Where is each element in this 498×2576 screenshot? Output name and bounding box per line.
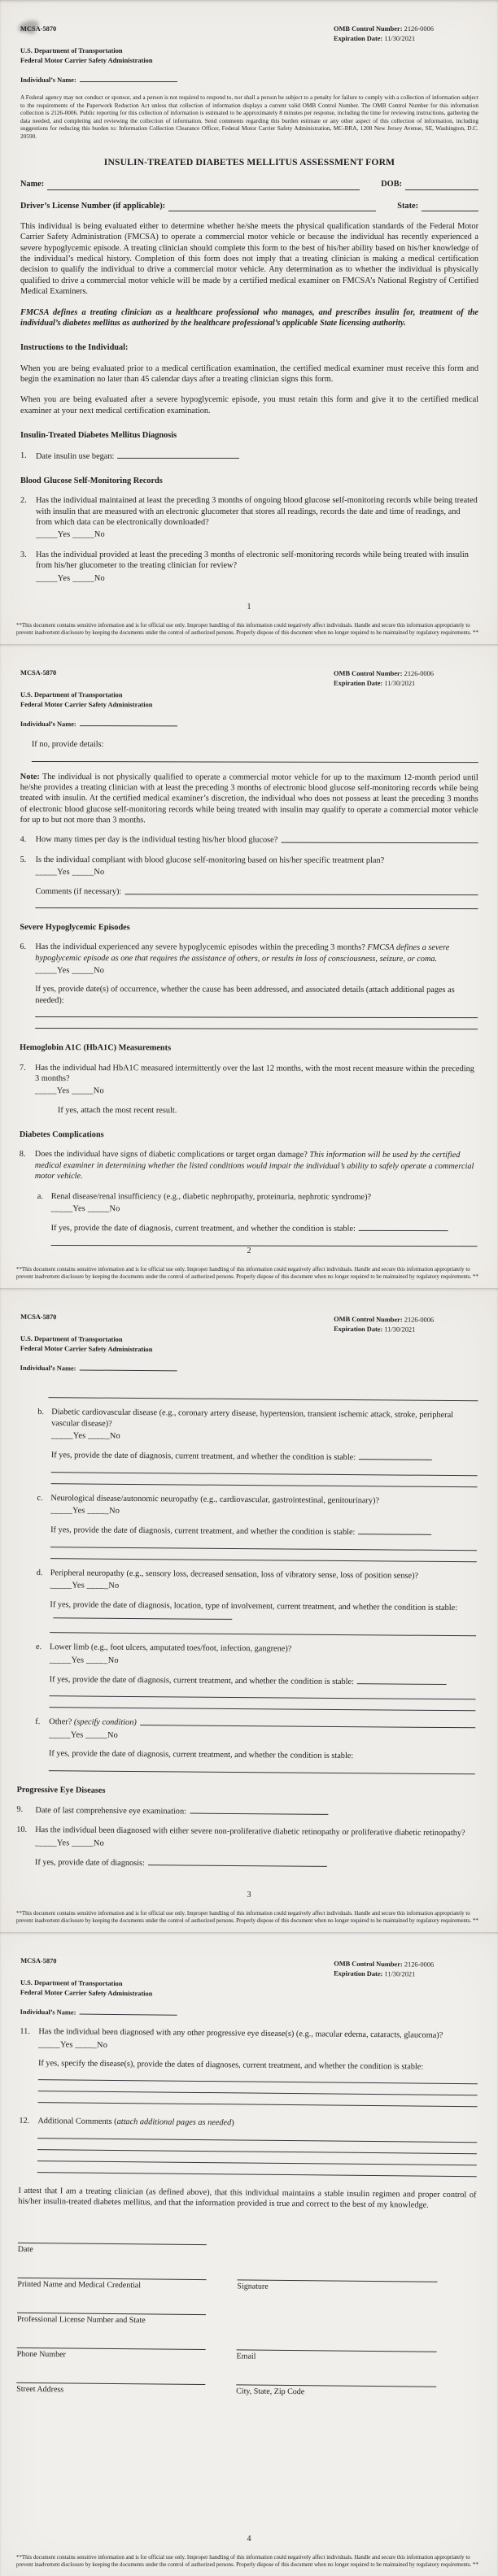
question-8 <box>20 1149 478 1182</box>
q8a-yes-no[interactable]: _____Yes _____No <box>50 1204 120 1214</box>
sensitive-info-notice: **This document contains sensitive information and is for official use only. Improper handling of this information could negatively affect individuals. Handle and secure this information appropriately to prevent inadvertent disclosure by keeping the documents under the control of authorized persons. Properly dispose of this document when no longer required to be maintained by regulatory requirements. ** <box>16 1266 478 1280</box>
question-3 <box>20 550 478 584</box>
question-11 <box>20 2026 478 2108</box>
q8d-if-yes-label: If yes, provide the date of diagnosis, location, type of involvement, current treatment, and whether the condition is stable: <box>50 1599 458 1612</box>
expiration-value: 11/30/2021 <box>384 1325 416 1334</box>
q8c-yes-no[interactable]: _____Yes _____No <box>50 1506 120 1516</box>
q5-text: Is the individual compliant with blood glucose self-monitoring based on his/her specific treatment plan? <box>35 855 385 865</box>
q8a-text: Renal disease/renal insufficiency (e.g., diabetic nephropathy, proteinuria, nephrotic syndrome)? <box>50 1191 372 1202</box>
q4-number: 4. <box>20 835 27 845</box>
phone-block <box>17 2339 206 2361</box>
signature-block <box>16 2220 476 2399</box>
license-field[interactable] <box>168 203 376 211</box>
question-9 <box>16 1804 474 1820</box>
form-page-2 <box>0 644 498 1288</box>
question-7 <box>20 1063 478 1117</box>
date-label: Date <box>17 2245 33 2255</box>
department-name: U.S. Department of Transportation <box>20 690 123 698</box>
phone-label: Phone Number <box>16 2350 66 2360</box>
q6-text: Has the individual experienced any severe hypoglycemic episodes within the preceding 3 months? <box>35 942 365 953</box>
attestation-paragraph: I attest that I am a treating clinician (as defined above), that this individual maintains a stable insulin regimen and proper control of his/her insulin-treated diabetes mellitus, and that the information provided is true and correct to the best of my knowledge. <box>18 2186 477 2210</box>
diagnosis-heading: Insulin-Treated Diabetes Mellitus Diagnosis <box>20 431 177 441</box>
note-text: The individual is not physically qualified to operate a commercial motor vehicle for up to the maximum 12-month period until he/she provides a treating clinician with at least the preceding 3 months of electronic blood glucose self-monitoring records while being treated with insulin. At the certified medical examiner’s discretion, the individual who does not possess at least the preceding 3 months of electronic blood glucose self-monitoring records while being treated with insulin may qualify to operate a commercial motor vehicle for up to but not more than 3 months. <box>20 772 478 825</box>
instructions-paragraph-2: When you are being evaluated after a severe hypoglycemic episode, you must retain this form and give it to the certified medical examiner at your next medical certification examination. <box>20 395 478 416</box>
question-10 <box>16 1825 474 1872</box>
q7-if-yes-note: If yes, attach the most recent result. <box>57 1105 177 1116</box>
eye-diseases-heading: Progressive Eye Diseases <box>16 1785 106 1795</box>
page-header <box>20 668 478 710</box>
page-number: 2 <box>247 1247 251 1255</box>
form-number: MCSA-5870 <box>20 25 57 33</box>
dob-label: DOB: <box>381 180 402 189</box>
page-header <box>20 1956 478 2002</box>
omb-label: OMB Control Number: <box>334 1960 403 1969</box>
q8e-letter: e. <box>35 1643 42 1652</box>
q9-date-field[interactable] <box>190 1806 328 1815</box>
q8d-yes-no[interactable]: _____Yes _____No <box>50 1581 120 1591</box>
omb-value: 2126-0006 <box>404 1316 435 1324</box>
q1-text: Date insulin use began: <box>36 451 115 461</box>
q8a-if-yes-label: If yes, provide the date of diagnosis, current treatment, and whether the condition is stable: <box>50 1224 356 1234</box>
q8a-details-continuation-line[interactable] <box>48 1386 478 1401</box>
form-page-3 <box>0 1288 498 1932</box>
q4-text: How many times per day is the individual testing his/her blood glucose? <box>35 835 278 846</box>
q8-note: This information will be used by the certified medical examiner in determining whether the listed conditions would impair the individual’s ability to safely operate a commercial motor vehicle. <box>34 1151 474 1181</box>
q2-number: 2. <box>20 496 27 506</box>
individual-name-label: Individual’s Name: <box>20 720 76 729</box>
q8e-answer-field[interactable] <box>357 1676 447 1685</box>
q12-number: 12. <box>19 2117 30 2126</box>
signature-line[interactable] <box>237 2271 437 2282</box>
q6-text-block <box>35 942 478 964</box>
q8b-details-line-2[interactable] <box>51 1473 478 1487</box>
department-name: U.S. Department of Transportation <box>20 1334 123 1343</box>
question-4 <box>20 834 478 846</box>
question-8d <box>36 1568 477 1637</box>
omb-label: OMB Control Number: <box>334 25 403 33</box>
q10-yes-no[interactable]: _____Yes _____No <box>35 1838 104 1848</box>
signature-label: Signature <box>237 2282 269 2292</box>
q11-text: Has the individual been diagnosed with any other progressive eye disease(s) (e.g., macular edema, cataracts, glaucoma)? <box>38 2027 443 2041</box>
q8b-letter: b. <box>37 1408 45 1417</box>
form-number: MCSA-5870 <box>20 668 57 677</box>
name-label: Name: <box>20 180 45 189</box>
hypoglycemic-heading: Severe Hypoglycemic Episodes <box>20 922 130 933</box>
q8c-details-line-2[interactable] <box>50 1547 477 1562</box>
page-header <box>20 24 478 65</box>
q7-number: 7. <box>20 1063 26 1073</box>
street-address-line[interactable] <box>16 2374 205 2385</box>
note-label: Note: <box>20 772 40 781</box>
question-8b <box>37 1407 478 1487</box>
q11-yes-no[interactable]: _____Yes _____No <box>38 2039 108 2050</box>
agency-name: Federal Motor Carrier Safety Administration <box>20 1344 153 1353</box>
q8f-text-row <box>49 1717 475 1731</box>
printed-name-block <box>17 2269 206 2291</box>
individual-name-field[interactable] <box>80 718 177 726</box>
q1-date-field[interactable] <box>117 450 239 459</box>
omb-value: 2126-0006 <box>404 25 434 33</box>
form-page-1 <box>0 0 498 644</box>
question-12 <box>19 2116 478 2177</box>
q8e-text: Lower limb (e.g., foot ulcers, amputated toes/foot, infection, gangrene)? <box>49 1643 292 1654</box>
date-block <box>18 2234 207 2256</box>
q6-number: 6. <box>20 942 27 952</box>
city-state-zip-line[interactable] <box>236 2376 436 2387</box>
page-header <box>20 1312 478 1357</box>
q8f-condition-field[interactable] <box>140 1718 476 1729</box>
q12-attach-note: attach additional pages as needed <box>116 2117 232 2128</box>
date-signature-line[interactable] <box>18 2234 207 2245</box>
q8d-text: Peripheral neuropathy (e.g., sensory loss, decreased sensation, loss of vibratory sense, loss of position sense)? <box>50 1569 419 1581</box>
q5-yes-no[interactable]: _____Yes _____No <box>35 868 105 877</box>
q1-number: 1. <box>20 450 27 460</box>
instructions-paragraph-1: When you are being evaluated prior to a medical certification examination, the certified medical examiner must receive this form and begin the examination no later than 45 calendar days after a treating clinician signs this form. <box>20 363 478 385</box>
q8c-answer-field[interactable] <box>358 1527 431 1536</box>
q5-comments-line[interactable] <box>35 897 478 909</box>
q8f-details-line[interactable] <box>49 1760 475 1774</box>
phone-line[interactable] <box>17 2339 206 2350</box>
q8-number: 8. <box>19 1150 26 1160</box>
q10-date-field[interactable] <box>148 1857 327 1867</box>
form-number: MCSA-5870 <box>20 1312 57 1321</box>
intro-paragraph: This individual is being evaluated either to determine whether he/she meets the physical qualification standards of the Federal Motor Carrier Safety Administration (FMCSA) to operate a commercial motor vehicle or because the individual has recently experienced a severe hypoglycemic episode. A treating clinician should complete this form to the best of his/her ability based on his/her knowledge of the individual’s medical history. Completion of this form does not imply that a treating clinician is making a medical certification decision to qualify the individual to drive a commercial motor vehicle. Any determination as to whether the individual is physically qualified to drive a commercial motor vehicle will be made by a certified medical examiner on FMCSA’s National Registry of Certified Medical Examiners. <box>20 221 478 297</box>
q10-if-yes <box>35 1856 474 1872</box>
agency-name: Federal Motor Carrier Safety Administration <box>20 1988 153 1997</box>
q12-label-end: ) <box>231 2118 234 2128</box>
omb-value: 2126-0006 <box>404 1960 435 1969</box>
expiration-value: 11/30/2021 <box>384 1969 416 1978</box>
q3-yes-no[interactable]: _____Yes _____No <box>36 573 105 583</box>
q8d-details-line[interactable] <box>50 1622 476 1637</box>
printed-name-line[interactable] <box>17 2269 206 2280</box>
license-label: Driver’s License Number (if applicable): <box>20 201 166 211</box>
question-8f <box>35 1717 476 1774</box>
question-5 <box>20 855 478 909</box>
question-6 <box>20 942 478 1029</box>
q8d-if-yes <box>50 1599 476 1625</box>
individual-name-field[interactable] <box>79 1363 177 1372</box>
q8e-if-yes-label: If yes, provide the date of diagnosis, current treatment, and whether the condition is stable: <box>49 1675 355 1687</box>
q5-comments-label: Comments (if necessary): <box>35 886 122 896</box>
q3-number: 3. <box>20 550 27 559</box>
q8e-yes-no[interactable]: _____Yes _____No <box>49 1655 119 1665</box>
individual-name-label: Individual’s Name: <box>20 2008 76 2017</box>
expiration-value: 11/30/2021 <box>384 34 416 42</box>
state-field[interactable] <box>422 203 478 211</box>
q8f-letter: f. <box>35 1717 41 1727</box>
q8b-if-yes-label: If yes, provide the date of diagnosis, current treatment, and whether the condition is stable: <box>50 1451 356 1463</box>
q3-text: Has the individual provided at least the preceding 3 months of electronic self-monitoring records while being treated with insulin from his/her glucometer to the treating clinician for review? <box>36 550 469 571</box>
form-page-4 <box>0 1932 498 2576</box>
q8a-details-line[interactable] <box>51 1234 478 1247</box>
q8c-text: Neurological disease/autonomic neuropathy (e.g., cardiovascular, gastrointestinal, genitourinary)? <box>50 1493 380 1506</box>
q10-number: 10. <box>16 1825 28 1835</box>
omb-value: 2126-0006 <box>404 669 434 678</box>
records-heading: Blood Glucose Self-Monitoring Records <box>20 476 163 485</box>
individual-name-field[interactable] <box>80 74 177 82</box>
state-label: State: <box>397 201 418 211</box>
q6-yes-no[interactable]: _____Yes _____No <box>35 966 105 976</box>
individual-name-label: Individual’s Name: <box>20 76 76 85</box>
instructions-heading: Instructions to the Individual: <box>20 343 129 353</box>
q6-if-yes-label: If yes, provide date(s) of occurrence, whether the cause has been addressed, and associated details (attach additional pages as needed): <box>35 985 455 1005</box>
q10-text: Has the individual been diagnosed with either severe non-proliferative diabetic retinopathy or proliferative diabetic retinopathy? <box>35 1825 465 1838</box>
note-paragraph <box>20 772 478 827</box>
q6-definition: FMCSA defines a severe hypoglycemic episode as one that requires the assistance of others, or results in loss of consciousness, seizure, or coma. <box>35 943 450 964</box>
omb-label: OMB Control Number: <box>334 1315 403 1324</box>
page-number: 1 <box>247 603 251 611</box>
q10-if-yes-label: If yes, provide date of diagnosis: <box>34 1858 145 1869</box>
license-line[interactable] <box>17 2304 206 2315</box>
q8e-details-line-2[interactable] <box>49 1697 475 1712</box>
page-number: 3 <box>247 1891 251 1899</box>
q6-details-line-2[interactable] <box>35 1017 478 1029</box>
q7-yes-no[interactable]: _____Yes _____No <box>34 1086 104 1096</box>
complications-heading: Diabetes Complications <box>19 1130 104 1140</box>
q8b-yes-no[interactable]: _____Yes _____No <box>51 1431 120 1441</box>
q3-details-line[interactable] <box>32 751 478 763</box>
q8d-letter: d. <box>36 1568 43 1577</box>
q8f-specify-label: (specify condition) <box>73 1717 137 1728</box>
street-address-label: Street Address <box>16 2385 64 2395</box>
printed-name-label: Printed Name and Medical Credential <box>17 2280 142 2291</box>
agency-name: Federal Motor Carrier Safety Administration <box>20 700 153 708</box>
q2-text: Has the individual maintained at least the preceding 3 months of ongoing blood glucose self-monitoring records while being treated with insulin that are measured with an electronic glucometer that stores all readings, records the date and time of readings, and from which data can be electronically downloaded? <box>36 496 478 528</box>
q11-number: 11. <box>20 2027 30 2037</box>
department-name: U.S. Department of Transportation <box>20 1978 123 1987</box>
name-field[interactable] <box>47 182 360 190</box>
dob-field[interactable] <box>405 182 478 190</box>
q5-number: 5. <box>20 855 27 864</box>
expiration-label: Expiration Date: <box>334 1969 383 1978</box>
q8b-text: Diabetic cardiovascular disease (e.g., coronary artery disease, hypertension, transient ischemic attack, stroke, peripheral vascular disease)? <box>51 1408 454 1429</box>
individual-name-label: Individual’s Name: <box>20 1364 76 1373</box>
q9-number: 9. <box>16 1804 24 1814</box>
question-1 <box>20 450 478 462</box>
email-label: Email <box>236 2352 256 2362</box>
expiration-label: Expiration Date: <box>334 679 383 687</box>
hba1c-heading: Hemoglobin A1C (HbA1C) Measurements <box>20 1043 172 1053</box>
q4-answer-field[interactable] <box>281 835 478 844</box>
q3-if-no-label: If no, provide details: <box>31 740 104 750</box>
q8f-yes-no[interactable]: _____Yes _____No <box>49 1730 119 1740</box>
paperwork-reduction-notice: A Federal agency may not conduct or sponsor, and a person is not required to respond to, nor shall a person be subject to a penalty for failure to comply with a collection of information subject to the requirements of the Paperwork Reduction Act unless that collection of information displays a current valid OMB Control Number. The OMB Control Number for this information collection is 2126-0006. Public reporting for this collection of information is estimated to be approximately 8 minutes per response, including the time for reviewing instructions, gathering the data needed, and completing and reviewing the collection of information. Send comments regarding this burden estimate or any other aspect of this collection of information, including suggestions for reducing this burden to: Information Collection Clearance Officer, Federal Motor Carrier Safety Administration, MC-RRA, 1200 New Jersey Avenue, SE, Washington, D.C. 20590. <box>20 94 478 140</box>
form-number: MCSA-5870 <box>20 1956 57 1965</box>
q8-text: Does the individual have signs of diabetic complications or target organ damage? <box>34 1150 308 1160</box>
omb-label: OMB Control Number: <box>334 669 403 677</box>
city-state-zip-block <box>236 2376 436 2399</box>
q8a-answer-field[interactable] <box>359 1223 448 1231</box>
question-8c <box>37 1493 478 1562</box>
q7-text: Has the individual had HbA1C measured intermittently over the last 12 months, with the most recent measure within the preceding 3 months? <box>34 1063 474 1084</box>
q8c-letter: c. <box>37 1493 43 1503</box>
treating-clinician-definition: FMCSA defines a treating clinician as a healthcare professional who manages, and prescribes insulin for, treatment of the individual’s diabetes mellitus as authorized by the healthcare professional’s applicable State licensing authority. <box>20 307 478 328</box>
page-number: 4 <box>247 2535 251 2543</box>
department-name: U.S. Department of Transportation <box>20 46 123 54</box>
signature-field-block <box>237 2271 437 2294</box>
individual-name-field[interactable] <box>79 2007 177 2016</box>
q8c-if-yes-label: If yes, provide the date of diagnosis, current treatment, and whether the condition is stable: <box>50 1525 356 1538</box>
email-block <box>237 2341 437 2364</box>
sensitive-info-notice: **This document contains sensitive information and is for official use only. Improper handling of this information could negatively affect individuals. Handle and secure this information appropriately to prevent inadvertent disclosure by keeping the documents under the control of authorized persons. Properly dispose of this document when no longer required to be maintained by regulatory requirements. ** <box>16 622 478 636</box>
street-address-block <box>16 2374 205 2396</box>
q8f-text: Other? <box>49 1717 72 1727</box>
email-line[interactable] <box>237 2341 437 2352</box>
q8b-answer-field[interactable] <box>359 1451 432 1460</box>
expiration-value: 11/30/2021 <box>384 679 416 687</box>
expiration-label: Expiration Date: <box>334 1325 383 1334</box>
agency-name: Federal Motor Carrier Safety Administration <box>20 56 153 64</box>
q8a-if-yes <box>51 1222 478 1234</box>
q8d-answer-field[interactable] <box>53 1610 232 1620</box>
expiration-label: Expiration Date: <box>334 34 383 42</box>
form-title: INSULIN-TREATED DIABETES MELLITUS ASSESSMENT FORM <box>103 157 395 168</box>
q2-yes-no[interactable]: _____Yes _____No <box>36 530 105 540</box>
city-state-zip-label: City, State, Zip Code <box>236 2387 305 2397</box>
sensitive-info-notice: **This document contains sensitive information and is for official use only. Improper handling of this information could negatively affect individuals. Handle and secure this information appropriately to prevent inadvertent disclosure by keeping the documents under the control of authorized persons. Properly dispose of this document when no longer required to be maintained by regulatory requirements. ** <box>16 2554 478 2568</box>
q12-label: Additional Comments ( <box>37 2117 117 2127</box>
q5-comments-field[interactable] <box>124 886 478 895</box>
q6-details-line-1[interactable] <box>35 1006 478 1018</box>
sensitive-info-notice: **This document contains sensitive information and is for official use only. Improper handling of this information could negatively affect individuals. Handle and secure this information appropriately to prevent inadvertent disclosure by keeping the documents under the control of authorized persons. Properly dispose of this document when no longer required to be maintained by regulatory requirements. ** <box>16 1910 478 1924</box>
license-block <box>17 2304 206 2326</box>
q11-if-yes-label: If yes, specify the disease(s), provide the dates of diagnoses, current treatment, and whether the condition is stable: <box>37 2059 424 2072</box>
q9-text: Date of last comprehensive eye examination: <box>35 1806 187 1817</box>
q8f-if-yes-label: If yes, provide the date of diagnosis, current treatment, and whether the condition is stable: <box>48 1749 354 1761</box>
license-label: Professional License Number and State <box>16 2315 146 2326</box>
question-8a <box>37 1191 478 1247</box>
q8a-letter: a. <box>37 1191 43 1201</box>
question-8e <box>35 1642 476 1711</box>
question-2 <box>20 495 478 541</box>
